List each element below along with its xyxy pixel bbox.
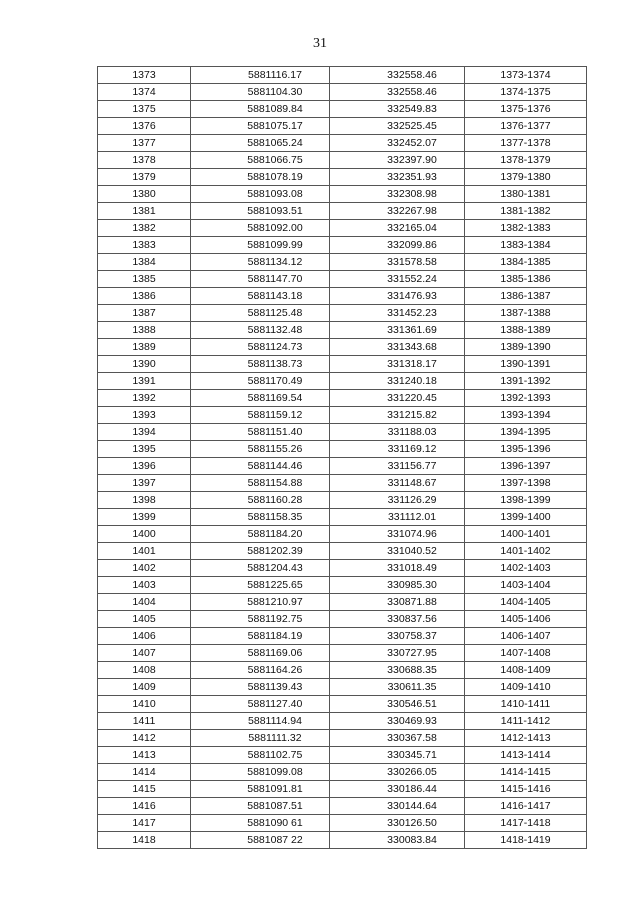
point-number-cell: 1416 — [98, 798, 191, 815]
table-row — [98, 407, 587, 424]
table-row — [98, 492, 587, 509]
table-row — [98, 101, 587, 118]
x-coordinate-cell: 5881078.19 — [191, 169, 330, 186]
segment-cell: 1382-1383 — [465, 220, 587, 237]
y-coordinate-cell: 332549.83 — [330, 101, 465, 118]
point-number-cell: 1394 — [98, 424, 191, 441]
segment-cell: 1394-1395 — [465, 424, 587, 441]
point-number-cell: 1406 — [98, 628, 191, 645]
segment-cell: 1417-1418 — [465, 815, 587, 832]
table-row — [98, 390, 587, 407]
table-row — [98, 373, 587, 390]
table-row — [98, 679, 587, 696]
segment-cell: 1411-1412 — [465, 713, 587, 730]
point-number-cell: 1415 — [98, 781, 191, 798]
y-coordinate-cell: 331148.67 — [330, 475, 465, 492]
segment-cell: 1403-1404 — [465, 577, 587, 594]
x-coordinate-cell: 5881092.00 — [191, 220, 330, 237]
y-coordinate-cell: 330758.37 — [330, 628, 465, 645]
point-number-cell: 1404 — [98, 594, 191, 611]
table-row — [98, 764, 587, 781]
y-coordinate-cell: 332397.90 — [330, 152, 465, 169]
table-row — [98, 594, 587, 611]
point-number-cell: 1375 — [98, 101, 191, 118]
table-row — [98, 305, 587, 322]
x-coordinate-cell: 5881093.08 — [191, 186, 330, 203]
x-coordinate-cell: 5881125.48 — [191, 305, 330, 322]
point-number-cell: 1376 — [98, 118, 191, 135]
x-coordinate-cell: 5881104.30 — [191, 84, 330, 101]
x-coordinate-cell: 5881159.12 — [191, 407, 330, 424]
segment-cell: 1378-1379 — [465, 152, 587, 169]
table-row — [98, 288, 587, 305]
table-row — [98, 458, 587, 475]
x-coordinate-cell: 5881075.17 — [191, 118, 330, 135]
x-coordinate-cell: 5881170.49 — [191, 373, 330, 390]
y-coordinate-cell: 330727.95 — [330, 645, 465, 662]
segment-cell: 1413-1414 — [465, 747, 587, 764]
segment-cell: 1386-1387 — [465, 288, 587, 305]
table-row — [98, 322, 587, 339]
point-number-cell: 1410 — [98, 696, 191, 713]
table-row — [98, 237, 587, 254]
y-coordinate-cell: 331112.01 — [330, 509, 465, 526]
y-coordinate-cell: 332452.07 — [330, 135, 465, 152]
y-coordinate-cell: 332558.46 — [330, 84, 465, 101]
segment-cell: 1385-1386 — [465, 271, 587, 288]
x-coordinate-cell: 5881160.28 — [191, 492, 330, 509]
x-coordinate-cell: 5881124.73 — [191, 339, 330, 356]
segment-cell: 1396-1397 — [465, 458, 587, 475]
segment-cell: 1374-1375 — [465, 84, 587, 101]
table-row — [98, 526, 587, 543]
segment-cell: 1395-1396 — [465, 441, 587, 458]
y-coordinate-cell: 331018.49 — [330, 560, 465, 577]
point-number-cell: 1378 — [98, 152, 191, 169]
y-coordinate-cell: 331220.45 — [330, 390, 465, 407]
x-coordinate-cell: 5881087.51 — [191, 798, 330, 815]
table-row — [98, 84, 587, 101]
table-row — [98, 543, 587, 560]
table-row — [98, 781, 587, 798]
x-coordinate-cell: 5881147.70 — [191, 271, 330, 288]
x-coordinate-cell: 5881151.40 — [191, 424, 330, 441]
segment-cell: 1379-1380 — [465, 169, 587, 186]
segment-cell: 1392-1393 — [465, 390, 587, 407]
y-coordinate-cell: 331169.12 — [330, 441, 465, 458]
x-coordinate-cell: 5881111.32 — [191, 730, 330, 747]
y-coordinate-cell: 331188.03 — [330, 424, 465, 441]
x-coordinate-cell: 5881192.75 — [191, 611, 330, 628]
point-number-cell: 1402 — [98, 560, 191, 577]
table-row — [98, 475, 587, 492]
x-coordinate-cell: 5881138.73 — [191, 356, 330, 373]
y-coordinate-cell: 331126.29 — [330, 492, 465, 509]
point-number-cell: 1397 — [98, 475, 191, 492]
y-coordinate-cell: 332351.93 — [330, 169, 465, 186]
point-number-cell: 1374 — [98, 84, 191, 101]
x-coordinate-cell: 5881066.75 — [191, 152, 330, 169]
segment-cell: 1383-1384 — [465, 237, 587, 254]
y-coordinate-cell: 332165.04 — [330, 220, 465, 237]
segment-cell: 1376-1377 — [465, 118, 587, 135]
segment-cell: 1418-1419 — [465, 832, 587, 849]
y-coordinate-cell: 332308.98 — [330, 186, 465, 203]
y-coordinate-cell: 330126.50 — [330, 815, 465, 832]
point-number-cell: 1395 — [98, 441, 191, 458]
y-coordinate-cell: 331343.68 — [330, 339, 465, 356]
segment-cell: 1407-1408 — [465, 645, 587, 662]
point-number-cell: 1390 — [98, 356, 191, 373]
y-coordinate-cell: 330837.56 — [330, 611, 465, 628]
point-number-cell: 1393 — [98, 407, 191, 424]
table-row — [98, 220, 587, 237]
point-number-cell: 1398 — [98, 492, 191, 509]
point-number-cell: 1396 — [98, 458, 191, 475]
table-row — [98, 730, 587, 747]
point-number-cell: 1403 — [98, 577, 191, 594]
point-number-cell: 1389 — [98, 339, 191, 356]
table-row — [98, 152, 587, 169]
table-row — [98, 645, 587, 662]
y-coordinate-cell: 330083.84 — [330, 832, 465, 849]
y-coordinate-cell: 331361.69 — [330, 322, 465, 339]
y-coordinate-cell: 331552.24 — [330, 271, 465, 288]
x-coordinate-cell: 5881204.43 — [191, 560, 330, 577]
table-row — [98, 560, 587, 577]
point-number-cell: 1399 — [98, 509, 191, 526]
point-number-cell: 1405 — [98, 611, 191, 628]
point-number-cell: 1385 — [98, 271, 191, 288]
x-coordinate-cell: 5881114.94 — [191, 713, 330, 730]
table-row — [98, 815, 587, 832]
x-coordinate-cell: 5881139.43 — [191, 679, 330, 696]
point-number-cell: 1412 — [98, 730, 191, 747]
coordinates-table — [97, 66, 587, 849]
table-row — [98, 577, 587, 594]
x-coordinate-cell: 5881158.35 — [191, 509, 330, 526]
table-row — [98, 169, 587, 186]
y-coordinate-cell: 330611.35 — [330, 679, 465, 696]
segment-cell: 1401-1402 — [465, 543, 587, 560]
segment-cell: 1381-1382 — [465, 203, 587, 220]
segment-cell: 1393-1394 — [465, 407, 587, 424]
y-coordinate-cell: 330345.71 — [330, 747, 465, 764]
x-coordinate-cell: 5881065.24 — [191, 135, 330, 152]
point-number-cell: 1401 — [98, 543, 191, 560]
table-row — [98, 662, 587, 679]
coordinates-table-body — [98, 67, 587, 849]
table-row — [98, 441, 587, 458]
point-number-cell: 1386 — [98, 288, 191, 305]
table-row — [98, 186, 587, 203]
x-coordinate-cell: 5881116.17 — [191, 67, 330, 84]
segment-cell: 1410-1411 — [465, 696, 587, 713]
x-coordinate-cell: 5881144.46 — [191, 458, 330, 475]
segment-cell: 1415-1416 — [465, 781, 587, 798]
segment-cell: 1377-1378 — [465, 135, 587, 152]
point-number-cell: 1391 — [98, 373, 191, 390]
segment-cell: 1391-1392 — [465, 373, 587, 390]
y-coordinate-cell: 330367.58 — [330, 730, 465, 747]
table-row — [98, 356, 587, 373]
y-coordinate-cell: 332099.86 — [330, 237, 465, 254]
y-coordinate-cell: 331074.96 — [330, 526, 465, 543]
point-number-cell: 1418 — [98, 832, 191, 849]
x-coordinate-cell: 5881155.26 — [191, 441, 330, 458]
segment-cell: 1405-1406 — [465, 611, 587, 628]
segment-cell: 1397-1398 — [465, 475, 587, 492]
table-row — [98, 628, 587, 645]
y-coordinate-cell: 330871.88 — [330, 594, 465, 611]
x-coordinate-cell: 5881099.08 — [191, 764, 330, 781]
point-number-cell: 1414 — [98, 764, 191, 781]
segment-cell: 1400-1401 — [465, 526, 587, 543]
y-coordinate-cell: 332525.45 — [330, 118, 465, 135]
y-coordinate-cell: 330546.51 — [330, 696, 465, 713]
y-coordinate-cell: 332558.46 — [330, 67, 465, 84]
x-coordinate-cell: 5881102.75 — [191, 747, 330, 764]
segment-cell: 1406-1407 — [465, 628, 587, 645]
segment-cell: 1416-1417 — [465, 798, 587, 815]
table-row — [98, 254, 587, 271]
y-coordinate-cell: 331476.93 — [330, 288, 465, 305]
segment-cell: 1389-1390 — [465, 339, 587, 356]
segment-cell: 1409-1410 — [465, 679, 587, 696]
point-number-cell: 1413 — [98, 747, 191, 764]
y-coordinate-cell: 331156.77 — [330, 458, 465, 475]
segment-cell: 1408-1409 — [465, 662, 587, 679]
x-coordinate-cell: 5881091.81 — [191, 781, 330, 798]
point-number-cell: 1382 — [98, 220, 191, 237]
table-row — [98, 67, 587, 84]
point-number-cell: 1377 — [98, 135, 191, 152]
table-row — [98, 747, 587, 764]
y-coordinate-cell: 331240.18 — [330, 373, 465, 390]
y-coordinate-cell: 332267.98 — [330, 203, 465, 220]
point-number-cell: 1392 — [98, 390, 191, 407]
x-coordinate-cell: 5881090 61 — [191, 815, 330, 832]
y-coordinate-cell: 331578.58 — [330, 254, 465, 271]
x-coordinate-cell: 5881184.20 — [191, 526, 330, 543]
table-row — [98, 696, 587, 713]
table-row — [98, 509, 587, 526]
y-coordinate-cell: 331215.82 — [330, 407, 465, 424]
x-coordinate-cell: 5881127.40 — [191, 696, 330, 713]
y-coordinate-cell: 330266.05 — [330, 764, 465, 781]
x-coordinate-cell: 5881184.19 — [191, 628, 330, 645]
table-row — [98, 832, 587, 849]
segment-cell: 1402-1403 — [465, 560, 587, 577]
x-coordinate-cell: 5881132.48 — [191, 322, 330, 339]
x-coordinate-cell: 5881169.06 — [191, 645, 330, 662]
table-row — [98, 339, 587, 356]
y-coordinate-cell: 330469.93 — [330, 713, 465, 730]
segment-cell: 1373-1374 — [465, 67, 587, 84]
y-coordinate-cell: 330688.35 — [330, 662, 465, 679]
point-number-cell: 1417 — [98, 815, 191, 832]
point-number-cell: 1381 — [98, 203, 191, 220]
table-row — [98, 271, 587, 288]
x-coordinate-cell: 5881154.88 — [191, 475, 330, 492]
x-coordinate-cell: 5881093.51 — [191, 203, 330, 220]
point-number-cell: 1408 — [98, 662, 191, 679]
point-number-cell: 1380 — [98, 186, 191, 203]
segment-cell: 1412-1413 — [465, 730, 587, 747]
point-number-cell: 1384 — [98, 254, 191, 271]
table-row — [98, 713, 587, 730]
y-coordinate-cell: 331318.17 — [330, 356, 465, 373]
segment-cell: 1414-1415 — [465, 764, 587, 781]
point-number-cell: 1400 — [98, 526, 191, 543]
segment-cell: 1398-1399 — [465, 492, 587, 509]
table-row — [98, 135, 587, 152]
x-coordinate-cell: 5881210.97 — [191, 594, 330, 611]
segment-cell: 1388-1389 — [465, 322, 587, 339]
point-number-cell: 1379 — [98, 169, 191, 186]
point-number-cell: 1373 — [98, 67, 191, 84]
segment-cell: 1390-1391 — [465, 356, 587, 373]
y-coordinate-cell: 330144.64 — [330, 798, 465, 815]
table-row — [98, 118, 587, 135]
y-coordinate-cell: 330186.44 — [330, 781, 465, 798]
point-number-cell: 1387 — [98, 305, 191, 322]
point-number-cell: 1383 — [98, 237, 191, 254]
x-coordinate-cell: 5881225.65 — [191, 577, 330, 594]
table-row — [98, 424, 587, 441]
page-number: 31 — [313, 36, 327, 51]
x-coordinate-cell: 5881143.18 — [191, 288, 330, 305]
point-number-cell: 1388 — [98, 322, 191, 339]
y-coordinate-cell: 331452.23 — [330, 305, 465, 322]
segment-cell: 1387-1388 — [465, 305, 587, 322]
table-row — [98, 798, 587, 815]
x-coordinate-cell: 5881099.99 — [191, 237, 330, 254]
table-row — [98, 203, 587, 220]
segment-cell: 1404-1405 — [465, 594, 587, 611]
segment-cell: 1384-1385 — [465, 254, 587, 271]
point-number-cell: 1409 — [98, 679, 191, 696]
x-coordinate-cell: 5881087 22 — [191, 832, 330, 849]
x-coordinate-cell: 5881164.26 — [191, 662, 330, 679]
x-coordinate-cell: 5881089.84 — [191, 101, 330, 118]
segment-cell: 1380-1381 — [465, 186, 587, 203]
segment-cell: 1375-1376 — [465, 101, 587, 118]
point-number-cell: 1407 — [98, 645, 191, 662]
segment-cell: 1399-1400 — [465, 509, 587, 526]
x-coordinate-cell: 5881134.12 — [191, 254, 330, 271]
point-number-cell: 1411 — [98, 713, 191, 730]
table-row — [98, 611, 587, 628]
x-coordinate-cell: 5881202.39 — [191, 543, 330, 560]
y-coordinate-cell: 330985.30 — [330, 577, 465, 594]
y-coordinate-cell: 331040.52 — [330, 543, 465, 560]
x-coordinate-cell: 5881169.54 — [191, 390, 330, 407]
